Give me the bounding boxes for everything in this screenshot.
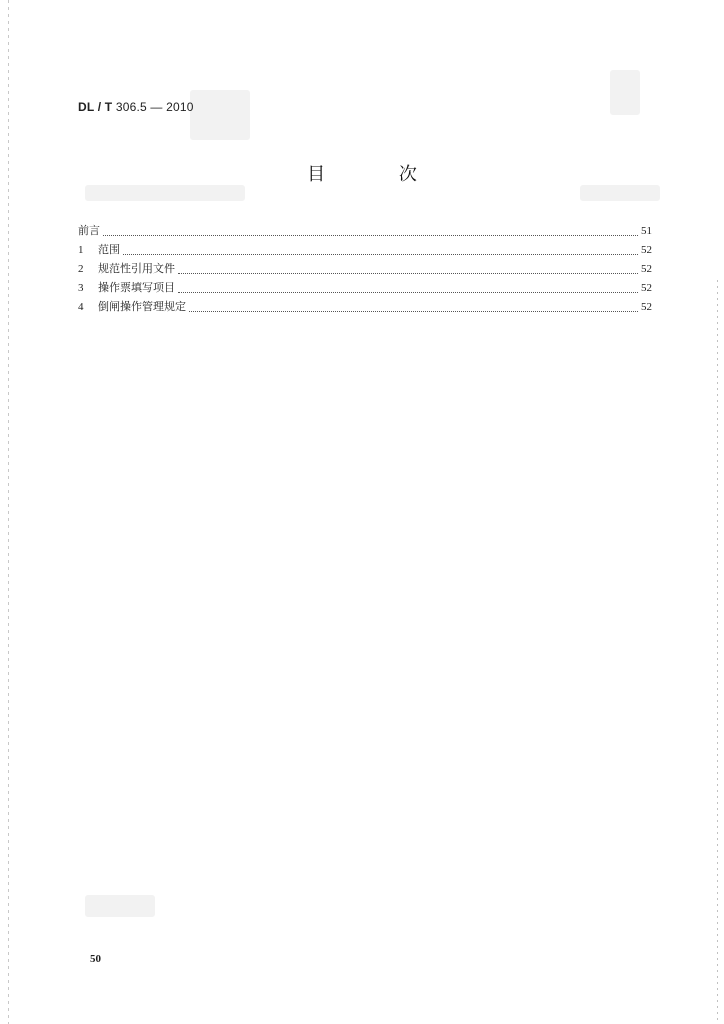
scan-smudge — [85, 185, 245, 201]
table-of-contents — [78, 222, 652, 317]
toc-entry-number: 4 — [78, 301, 84, 313]
toc-leader-dots — [178, 272, 638, 274]
toc-entry-page: 52 — [641, 244, 652, 256]
page-number: 50 — [90, 953, 101, 965]
scan-smudge — [190, 90, 250, 140]
toc-entry-foreword[interactable] — [78, 222, 652, 241]
toc-entry-label: 倒闸操作管理规定 — [98, 300, 186, 313]
toc-entry-page: 52 — [641, 263, 652, 275]
scan-smudge — [85, 895, 155, 917]
toc-entry-label: 前言 — [78, 224, 100, 237]
scan-edge-right — [717, 280, 718, 1020]
scan-smudge — [610, 70, 640, 115]
toc-entry-switching-rules[interactable] — [78, 298, 652, 317]
toc-leader-dots — [103, 234, 638, 236]
toc-leader-dots — [123, 253, 638, 255]
scan-edge-left — [8, 0, 9, 1024]
toc-entry-number: 2 — [78, 263, 84, 275]
toc-entry-label: 操作票填写项目 — [98, 281, 175, 294]
toc-entry-normative-references[interactable] — [78, 260, 652, 279]
toc-entry-page: 52 — [641, 301, 652, 313]
standard-number: 306.5 — 2010 — [115, 100, 194, 114]
toc-entry-number: 1 — [78, 244, 84, 256]
toc-leader-dots — [189, 310, 638, 312]
toc-entry-operation-ticket-items[interactable] — [78, 279, 652, 298]
toc-title: 目 次 — [307, 164, 451, 185]
standard-prefix: DL / T — [78, 100, 113, 114]
toc-entry-number: 3 — [78, 282, 84, 294]
scan-smudge — [580, 185, 660, 201]
toc-entry-scope[interactable] — [78, 241, 652, 260]
toc-entry-page: 51 — [641, 225, 652, 237]
toc-entry-label: 规范性引用文件 — [98, 262, 175, 275]
toc-entry-page: 52 — [641, 282, 652, 294]
standard-code — [78, 100, 194, 114]
toc-entry-label: 范围 — [98, 243, 120, 256]
toc-leader-dots — [178, 291, 638, 293]
